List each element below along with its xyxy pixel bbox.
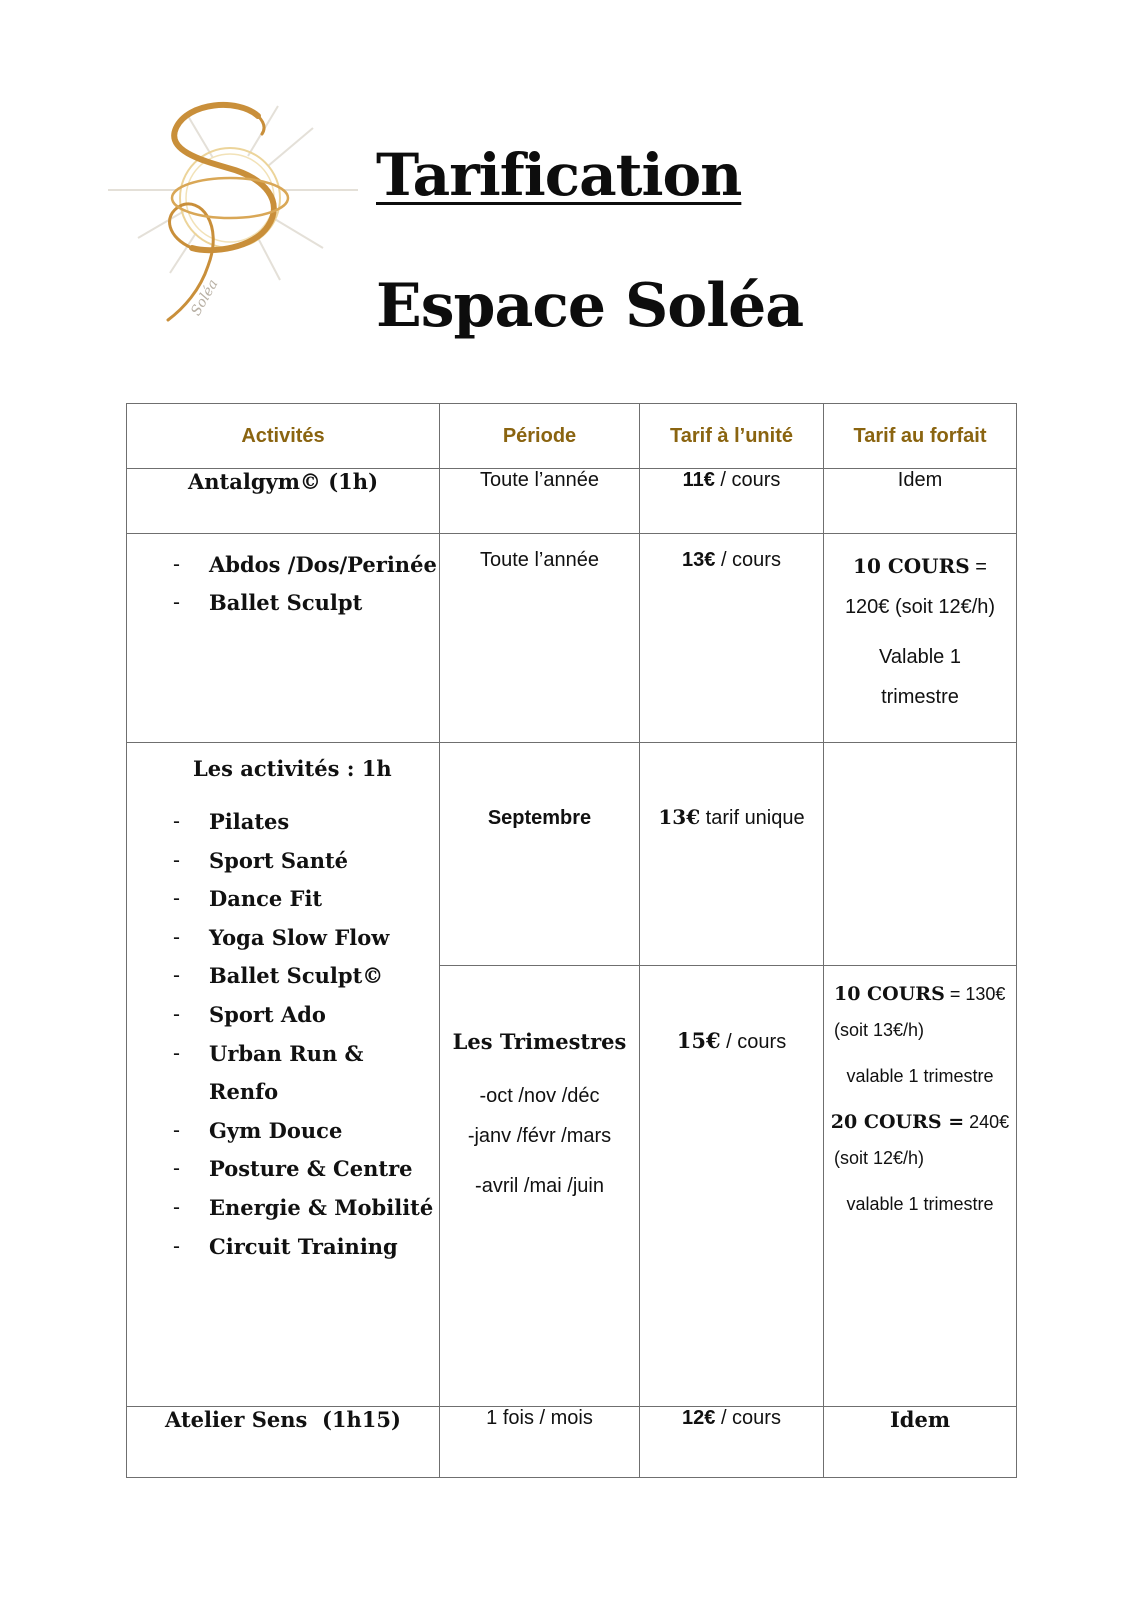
- forfait-count: 20 COURS =: [830, 1111, 965, 1133]
- activity-group-title: Les activités : 1h: [193, 756, 392, 781]
- forfait-equals: =: [969, 556, 987, 578]
- price-unit: / cours: [715, 1407, 781, 1429]
- price-value: 13€: [658, 805, 701, 829]
- header-tarif-unite: Tarif à l’unité: [640, 404, 824, 469]
- period-item: -janv /févr /mars: [467, 1125, 612, 1147]
- list-item: - Urban Run & Renfo: [127, 1035, 439, 1112]
- list-item: - Yoga Slow Flow: [127, 919, 439, 958]
- price-unit: tarif unique: [700, 807, 805, 829]
- unit-price-cell: [640, 1407, 824, 1478]
- forfait-line: valable 1 trimestre: [846, 1066, 994, 1086]
- logo-signature: Soléa: [188, 276, 222, 319]
- header-periode: Période: [440, 404, 640, 469]
- list-item: - Dance Fit: [127, 880, 439, 919]
- price-value: 13€: [682, 549, 716, 571]
- forfait-count: 10 COURS: [853, 554, 970, 578]
- period-cell: 1 fois / mois: [440, 1407, 640, 1478]
- unit-price-cell: [640, 534, 824, 743]
- period-title: Les Trimestres: [452, 1029, 627, 1054]
- price-unit: / cours: [715, 549, 781, 571]
- unit-price-cell: [640, 469, 824, 534]
- period-item: -oct /nov /déc: [479, 1085, 600, 1107]
- price-unit: / cours: [720, 1031, 787, 1053]
- table-row: [127, 743, 1017, 966]
- list-item: - Ballet Sculpt©: [127, 957, 439, 996]
- activity-group-cell: [127, 743, 440, 1407]
- forfait-line: trimestre: [881, 686, 959, 708]
- forfait-line: (soit 12€/h): [834, 1148, 925, 1168]
- forfait-cell: [824, 534, 1017, 743]
- forfait-price: 240€: [964, 1112, 1010, 1132]
- forfait-line: [824, 1104, 1016, 1140]
- forfait-line: [824, 976, 1016, 1012]
- forfait-count: 10 COURS: [834, 983, 945, 1005]
- period-cell: [440, 966, 640, 1407]
- header-tarif-forfait: Tarif au forfait: [824, 404, 1017, 469]
- table-header-row: [127, 404, 1017, 469]
- header-activites: Activités: [127, 404, 440, 469]
- page-subtitle: Espace Soléa: [376, 271, 804, 341]
- forfait-cell: Idem: [824, 469, 1017, 534]
- list-item: - Energie & Mobilité: [127, 1189, 439, 1228]
- sun-rays-icon: [108, 106, 358, 280]
- list-item: - Gym Douce: [127, 1112, 439, 1151]
- price-value: 15€: [676, 1028, 721, 1053]
- list-item: - Circuit Training: [127, 1228, 439, 1267]
- activity-cell: Antalgym© (1h): [127, 469, 440, 534]
- table-row: [127, 469, 1017, 534]
- price-unit: / cours: [714, 469, 781, 491]
- list-item: - Ballet Sculpt: [127, 584, 439, 622]
- forfait-line: 120€ (soit 12€/h): [844, 596, 996, 618]
- forfait-line: [824, 546, 1016, 587]
- pricing-table: [126, 403, 1017, 1478]
- forfait-line: Valable 1: [879, 646, 961, 668]
- period-cell: Toute l’année: [440, 534, 640, 743]
- forfait-line: valable 1 trimestre: [846, 1194, 994, 1214]
- forfait-cell: [824, 743, 1017, 966]
- list-item: - Abdos /Dos/Perinée: [127, 546, 439, 584]
- unit-price-cell: [640, 743, 824, 966]
- activity-cell: [127, 534, 440, 743]
- activity-cell: Atelier Sens (1h15): [127, 1407, 440, 1478]
- period-cell: Toute l’année: [440, 469, 640, 534]
- list-item: - Pilates: [127, 803, 439, 842]
- page-title: Tarification: [376, 141, 742, 209]
- forfait-cell: Idem: [824, 1407, 1017, 1478]
- unit-price-cell: [640, 966, 824, 1407]
- forfait-line: (soit 13€/h): [834, 1020, 925, 1040]
- activity-list: [127, 803, 439, 1266]
- forfait-price: = 130€: [944, 984, 1006, 1004]
- table-row: [127, 534, 1017, 743]
- price-value: 11€: [682, 469, 715, 491]
- espace-solea-logo: [108, 98, 358, 343]
- price-value: 12€: [682, 1407, 716, 1429]
- forfait-cell: [824, 966, 1017, 1407]
- list-item: - Sport Santé: [127, 842, 439, 881]
- list-item: - Sport Ado: [127, 996, 439, 1035]
- table-row: [127, 1407, 1017, 1478]
- list-item: - Posture & Centre: [127, 1150, 439, 1189]
- s-monogram-icon: [168, 105, 288, 320]
- period-cell: Septembre: [440, 743, 640, 966]
- activity-list: [127, 546, 439, 622]
- period-item: -avril /mai /juin: [475, 1175, 604, 1197]
